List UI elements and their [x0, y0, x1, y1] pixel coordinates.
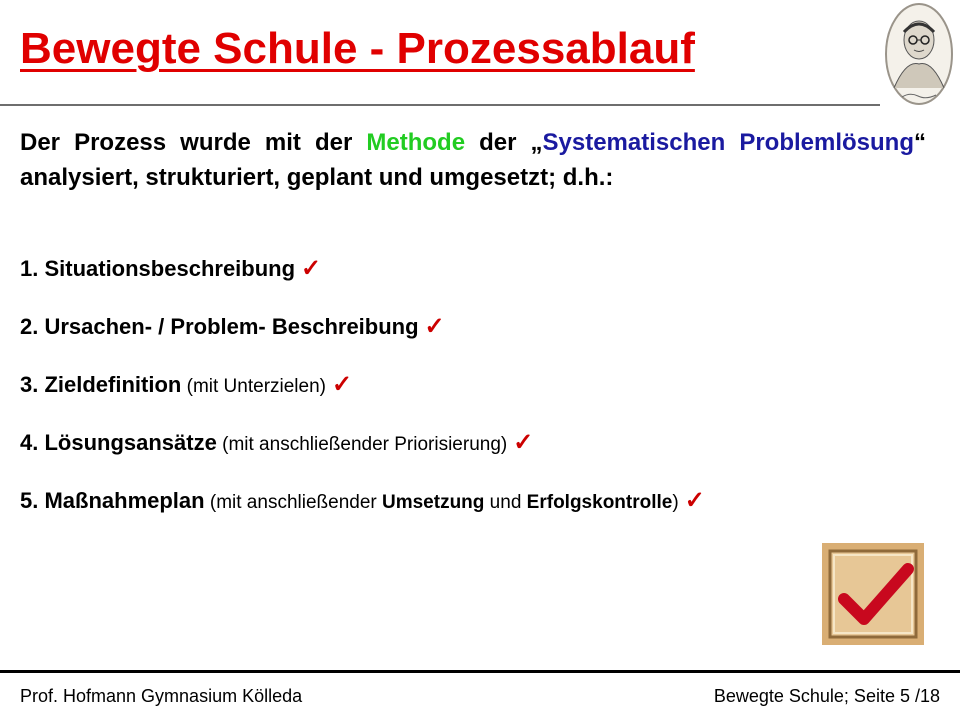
intro-text-1: Der Prozess wurde mit der	[20, 129, 367, 156]
footer-divider	[0, 670, 960, 673]
intro-method-term: Methode	[366, 129, 466, 156]
step-note: (mit Unterzielen)	[181, 376, 326, 397]
check-icon: ✓	[332, 371, 353, 398]
step-item-5	[20, 486, 705, 515]
step-note: (mit anschließender Priorisierung)	[216, 434, 508, 455]
footer-page-info: Bewegte Schule; Seite 5 /18	[713, 686, 940, 706]
portrait-sketch-icon	[884, 2, 954, 106]
step-item-3	[20, 370, 352, 399]
check-icon: ✓	[684, 487, 705, 514]
checkbox-checked-icon	[822, 543, 924, 645]
check-icon: ✓	[513, 429, 534, 456]
intro-system-term: Systematischen Problemlösung	[542, 129, 915, 156]
step-note: )	[672, 492, 679, 513]
intro-text-2: der „	[465, 129, 543, 156]
slide-title: Bewegte Schule - Prozessablauf	[20, 24, 695, 73]
step-note: und	[484, 492, 527, 513]
check-icon: ✓	[424, 313, 445, 340]
step-label: 4. Lösungsansätze	[20, 430, 217, 455]
check-icon: ✓	[301, 255, 322, 282]
footer-author: Prof. Hofmann Gymnasium Kölleda	[20, 686, 303, 706]
step-label: 5. Maßnahmeplan	[20, 488, 205, 513]
step-note: (mit anschließender	[204, 492, 382, 513]
step-label: 3. Zieldefinition	[20, 372, 182, 397]
step-item-4	[20, 428, 533, 457]
step-item-2	[20, 312, 445, 341]
step-note-umsetzung: Umsetzung	[382, 492, 485, 513]
step-label: 1. Situationsbeschreibung	[20, 256, 296, 281]
step-item-1	[20, 254, 321, 283]
step-note-erfolgskontrolle: Erfolgskontrolle	[526, 492, 673, 513]
intro-text-3: “ analysiert, strukturiert, geplant und umgesetzt; d.h.:	[20, 129, 927, 191]
intro-paragraph	[20, 125, 926, 195]
step-label: 2. Ursachen- / Problem- Beschreibung	[20, 314, 419, 339]
title-divider	[0, 104, 880, 106]
